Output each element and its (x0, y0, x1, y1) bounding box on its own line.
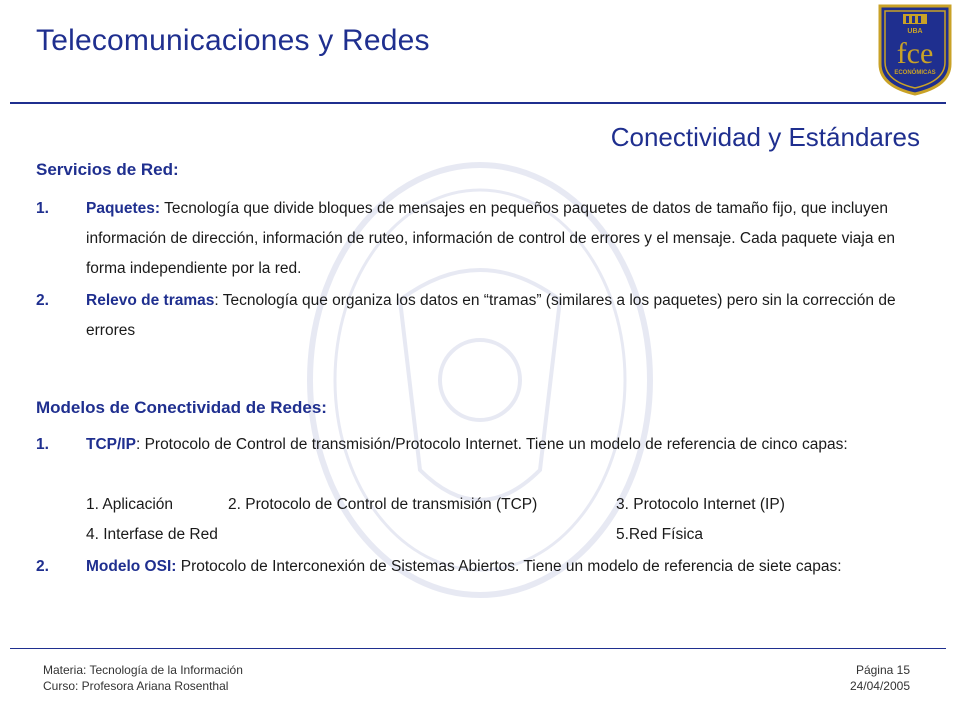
list-text: : Protocolo de Control de transmisión/Protocolo Internet. Tiene un modelo de referencia de cinco capas: (135, 436, 848, 453)
footer-right (850, 662, 910, 694)
layer-label: 4. Interfase de Red (86, 526, 218, 543)
services-heading: Servicios de Red: (36, 160, 179, 179)
footer-curso: Curso: Profesora Ariana Rosenthal (43, 679, 229, 693)
logo-bottom-text: ECONÓMICAS (894, 70, 936, 76)
layer-label: 1. Aplicación (86, 496, 174, 513)
list-item (36, 552, 921, 582)
list-item (36, 430, 921, 460)
list-text: Tecnología que divide bloques de mensajes en pequeños paquetes de datos de tamaño fijo, que incluyen información de dirección, información de ruteo, información de control de errores y el mensaje. Cada paquete viaja en forma independiente por la red. (86, 200, 896, 277)
footer-left (43, 662, 243, 694)
models-heading: Modelos de Conectividad de Redes: (36, 398, 327, 417)
list-term: Paquetes: (86, 200, 161, 217)
header-divider (10, 102, 946, 104)
list-number: 1. (36, 200, 49, 217)
list-item (36, 286, 921, 346)
footer-page: Página 15 (855, 663, 910, 677)
slide-title: Conectividad y Estándares (610, 122, 920, 152)
list-number: 2. (36, 292, 49, 309)
list-term: TCP/IP (86, 436, 136, 453)
layer-label: 3. Protocolo Internet (IP) (616, 496, 785, 513)
list-number: 2. (36, 558, 49, 575)
layer-label: 5.Red Física (616, 526, 704, 543)
footer-date: 24/04/2005 (849, 679, 910, 693)
list-text: Protocolo de Interconexión de Sistemas Abiertos. Tiene un modelo de referencia de siete capas: (176, 558, 842, 575)
list-item (36, 194, 921, 284)
logo-top-text: UBA (907, 28, 923, 35)
fce-logo (876, 4, 954, 96)
logo-letters: fce (896, 37, 934, 70)
list-term: Relevo de tramas (86, 292, 215, 309)
layer-label: 2. Protocolo de Control de transmisión (TCP) (228, 496, 538, 513)
list-term: Modelo OSI: (86, 558, 177, 575)
footer-materia: Materia: Tecnología de la Información (43, 663, 243, 677)
list-text: : Tecnología que organiza los datos en “tramas” (similares a los paquetes) pero sin la corrección de errores (86, 292, 896, 339)
footer-divider (10, 648, 946, 649)
header-title: Telecomunicaciones y Redes (36, 24, 430, 57)
list-number: 1. (36, 436, 49, 453)
